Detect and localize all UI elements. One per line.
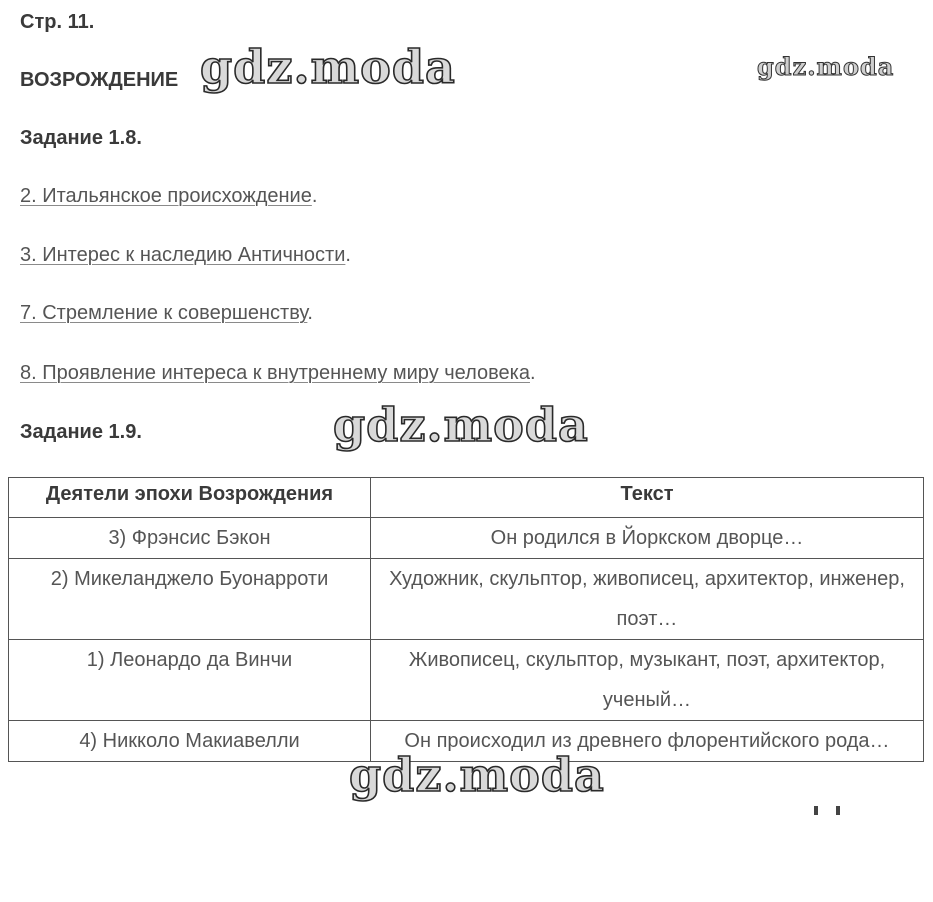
text-cell: Он происходил из древнего флорентийского рода…	[371, 721, 924, 762]
header-text: Текст	[371, 478, 924, 518]
answer-text: 3. Интерес к наследию Античности	[20, 244, 346, 266]
answer-period: .	[345, 244, 351, 266]
answer-text: 7. Стремление к совершенству	[20, 302, 308, 324]
matching-table	[8, 477, 924, 762]
table-header-row	[9, 478, 924, 518]
watermark-logo: gdz.moda	[200, 40, 456, 94]
table-row	[9, 640, 924, 721]
figure-cell: 3) Фрэнсис Бэкон	[9, 518, 371, 559]
section-title: ВОЗРОЖДЕНИЕ	[20, 69, 179, 91]
answer-period: .	[307, 302, 313, 324]
table-row	[9, 559, 924, 640]
task-1-9-title: Задание 1.9.	[20, 421, 142, 443]
answer-item	[20, 362, 536, 385]
page-label: Стр. 11.	[20, 11, 95, 33]
figure-cell: 1) Леонардо да Винчи	[9, 640, 371, 721]
text-cell: Живописец, скульптор, музыкант, поэт, архитектор, ученый…	[371, 640, 924, 721]
table-row	[9, 721, 924, 762]
watermark-logo: gdz.moda	[349, 748, 605, 802]
task-1-8-title: Задание 1.8.	[20, 127, 142, 149]
table-row	[9, 518, 924, 559]
answer-period: .	[529, 362, 536, 384]
figure-cell: 4) Никколо Макиавелли	[9, 721, 371, 762]
watermark-logo: gdz.moda	[757, 52, 895, 81]
header-figures: Деятели эпохи Возрождения	[9, 478, 371, 518]
answer-text: 2. Итальянское происхождение	[20, 185, 312, 207]
page-mark	[808, 806, 848, 816]
answer-item	[20, 185, 317, 208]
text-cell: Он родился в Йоркском дворце…	[371, 518, 924, 559]
figure-cell: 2) Микеланджело Буонарроти	[9, 559, 371, 640]
answer-text: 8. Проявление интереса к внутреннему миру человека	[20, 362, 530, 384]
text-cell: Художник, скульптор, живописец, архитектор, инженер, поэт…	[371, 559, 924, 640]
answer-item	[20, 302, 313, 325]
answer-item	[20, 244, 351, 267]
watermark-logo: gdz.moda	[333, 398, 589, 452]
answer-period: .	[311, 185, 318, 207]
